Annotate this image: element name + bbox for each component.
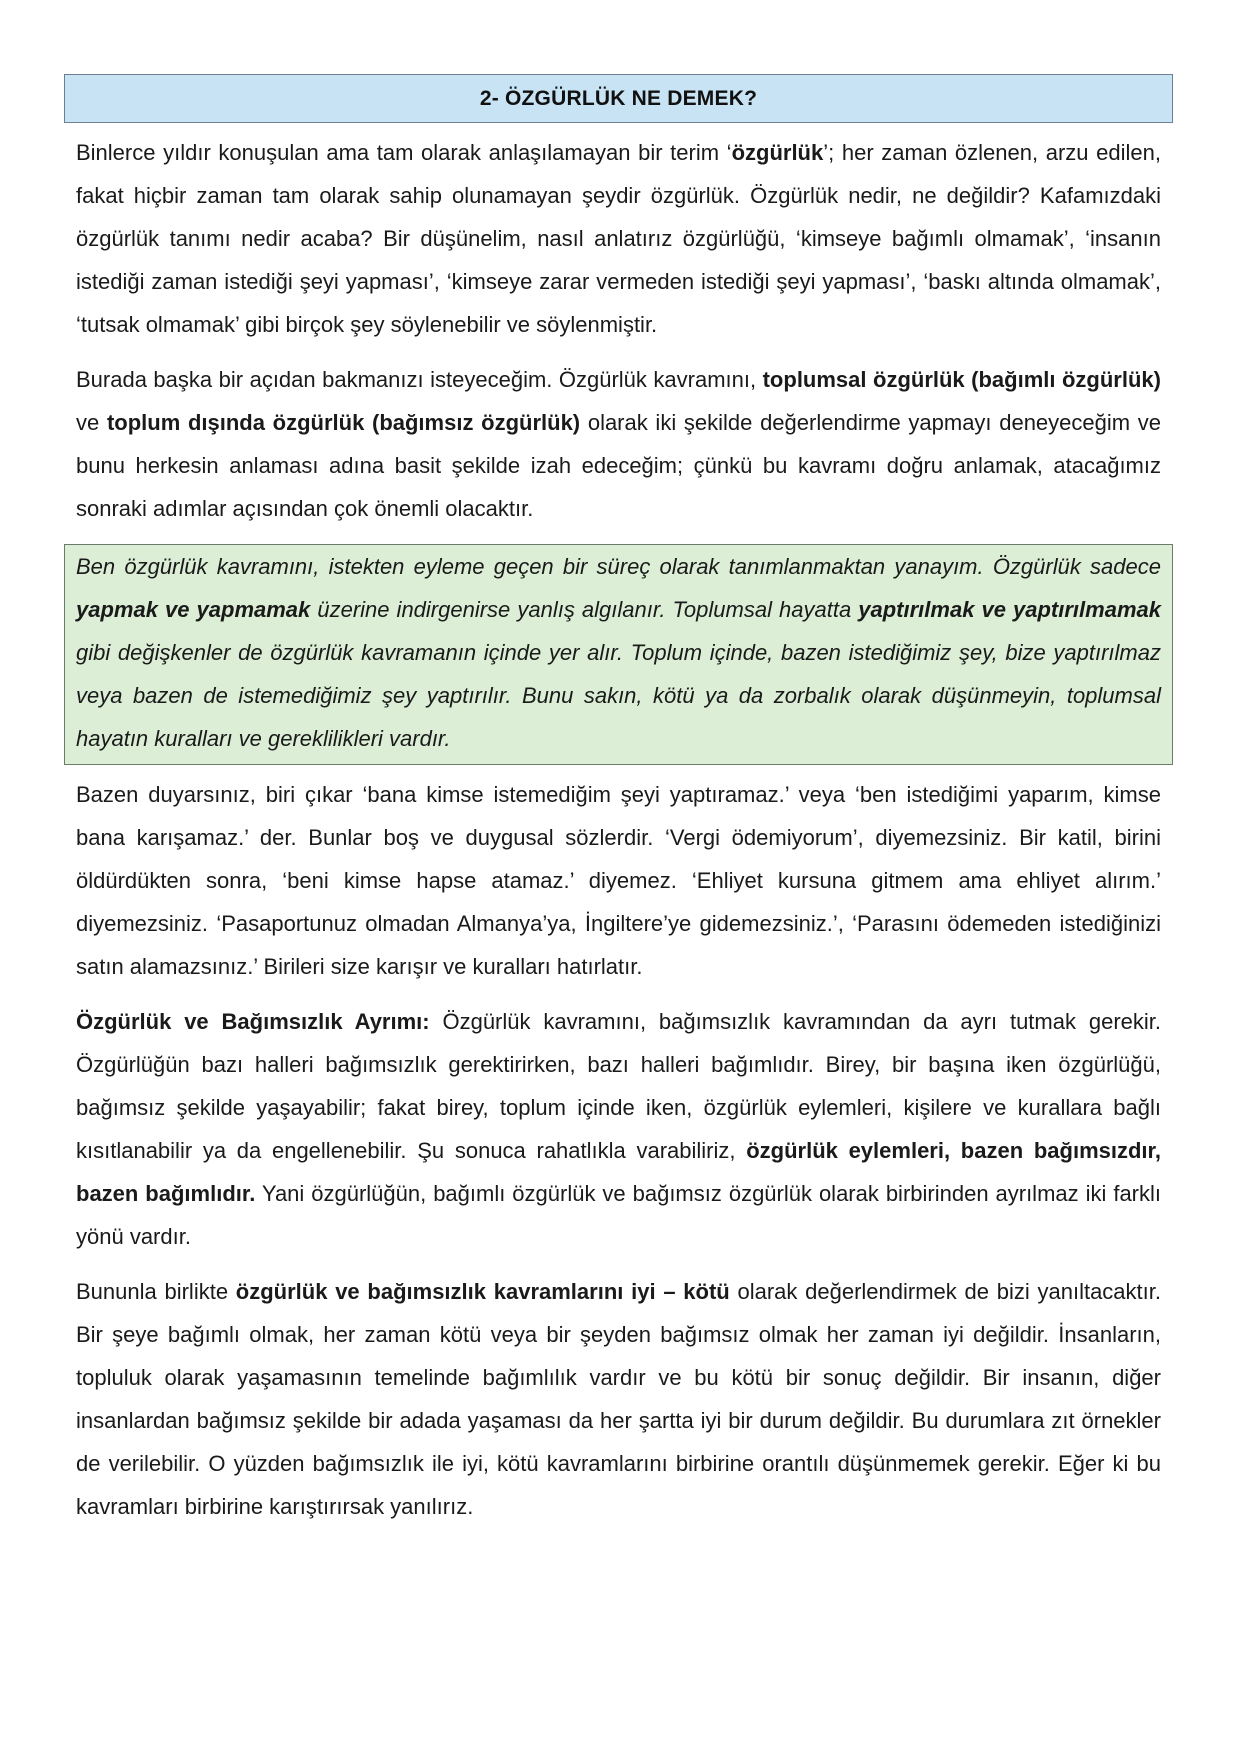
paragraph-intro: Binlerce yıldır konuşulan ama tam olarak anlaşılamayan bir terim ‘özgürlük’; her zaman özlenen, arzu edilen, fakat hiçbir zaman tam olarak sahip olunamayan şeydir özgürlük. Özgürlük nedir, ne değildir? Kafamızdaki özgürlük tanımı nedir acaba? Bir düşünelim, nasıl anlatırız özgürlüğü, ‘kimseye bağımlı olmamak’, ‘insanın istediği zaman istediği şeyi yapması’, ‘kimseye zarar vermeden istediği şeyi yapması’, ‘baskı altında olmamak’, ‘tutsak olmamak’ gibi birçok şey söylenebilir ve söylenmiştir. (76, 140, 1161, 337)
paragraph-distinction: Özgürlük ve Bağımsızlık Ayrımı: Özgürlük kavramını, bağımsızlık kavramından da ayrı tutmak gerekir. Özgürlüğün bazı halleri bağımsızlık gerektirirken, bazı halleri bağımlıdır. Birey, bir başına iken özgürlüğü, bağımsız şekilde yaşayabilir; fakat birey, toplum içinde iken, özgürlük eylemleri, kişilere ve kurallara bağlı kısıtlanabilir ya da engellenebilir. Şu sonuca rahatlıkla varabiliriz, özgürlük eylemleri, bazen bağımsızdır, bazen bağımlıdır. Yani özgürlüğün, bağımlı özgürlük ve bağımsız özgürlük olarak birbirinden ayrılmaz iki farklı yönü vardır. (76, 1009, 1162, 1249)
bold-term: özgürlük (731, 140, 824, 165)
body-text-continued (64, 773, 1173, 1528)
paragraph-perspective: Burada başka bir açıdan bakmanızı isteyeceğim. Özgürlük kavramını, toplumsal özgürlük (bağımlı özgürlük) ve toplum dışında özgürlük (bağımsız özgürlük) olarak iki şekilde değerlendirme yapmayı deneyeceğim ve bunu herkesin anlaması adına basit şekilde izah edeceğim; çünkü bu kavramı doğru anlamak, atacağımız sonraki adımlar açısından çok önemli olacaktır. (76, 367, 1162, 521)
body-text (64, 131, 1173, 530)
section-title: 2- ÖZGÜRLÜK NE DEMEK? (479, 86, 758, 110)
bold-term: toplum dışında özgürlük (bağımsız özgürlük) (106, 410, 581, 435)
callout-box (64, 544, 1173, 765)
section-title-box (64, 74, 1173, 123)
paragraph-conclusion: Bununla birlikte özgürlük ve bağımsızlık kavramlarını iyi – kötü olarak değerlendirmek de bizi yanıltacaktır. Bir şeye bağımlı olmak, her zaman kötü veya bir şeyden bağımsız olmak her zaman iyi değildir. İnsanların, topluluk olarak yaşamasının temelinde bağımlılık vardır ve bu kötü bir sonuç değildir. Bir insanın, diğer insanlardan bağımsız şekilde bir adada yaşaması da her şartta iyi bir durum değildir. Bu durumlara zıt örnekler de verilebilir. O yüzden bağımsızlık ile iyi, kötü kavramlarını birbirine orantılı düşünmemek gerekir. Eğer ki bu kavramları birbirine karıştırırsak yanılırız. (76, 1279, 1161, 1519)
bold-term: özgürlük ve bağımsızlık kavramlarını iyi – kötü (235, 1279, 730, 1304)
bold-heading: Özgürlük ve Bağımsızlık Ayrımı: (76, 1009, 430, 1034)
bold-term: toplumsal özgürlük (bağımlı özgürlük) (762, 367, 1161, 392)
bold-term: yapmak ve yapmamak (76, 597, 311, 622)
paragraph-examples: Bazen duyarsınız, biri çıkar ‘bana kimse istemediğim şeyi yaptıramaz.’ veya ‘ben istediğimi yaparım, kimse bana karışamaz.’ der. Bunlar boş ve duygusal sözlerdir. ‘Vergi ödemiyorum’, diyemezsiniz. Bir katil, birini öldürdükten sonra, ‘beni kimse hapse atamaz.’ diyemez. ‘Ehliyet kursuna gitmem ama ehliyet alırım.’ diyemezsiniz. ‘Pasaportunuz olmadan Almanya’ya, İngiltere’ye gidemezsiniz.’, ‘Parasını ödemeden istediğinizi satın alamazsınız.’ Birileri size karışır ve kuralları hatırlatır. (76, 782, 1161, 979)
document-page (64, 74, 1173, 1528)
bold-term: yaptırılmak ve yaptırılmamak (858, 597, 1161, 622)
paragraph-callout: Ben özgürlük kavramını, istekten eyleme geçen bir süreç olarak tanımlanmaktan yanayım. Özgürlük sadece yapmak ve yapmamak üzerine indirgenirse yanlış algılanır. Toplumsal hayatta yaptırılmak ve yaptırılmamak gibi değişkenler de özgürlük kavramanın içinde yer alır. Toplum içinde, bazen istediğimiz şey, bize yaptırılmaz veya bazen de istemediğimiz şey yaptırılır. Bunu sakın, kötü ya da zorbalık olarak düşünmeyin, toplumsal hayatın kuralları ve gereklilikleri vardır. (76, 554, 1161, 751)
bold-term: özgürlük eylemleri, bazen bağımsızdır, bazen bağımlıdır. (76, 1138, 1161, 1206)
